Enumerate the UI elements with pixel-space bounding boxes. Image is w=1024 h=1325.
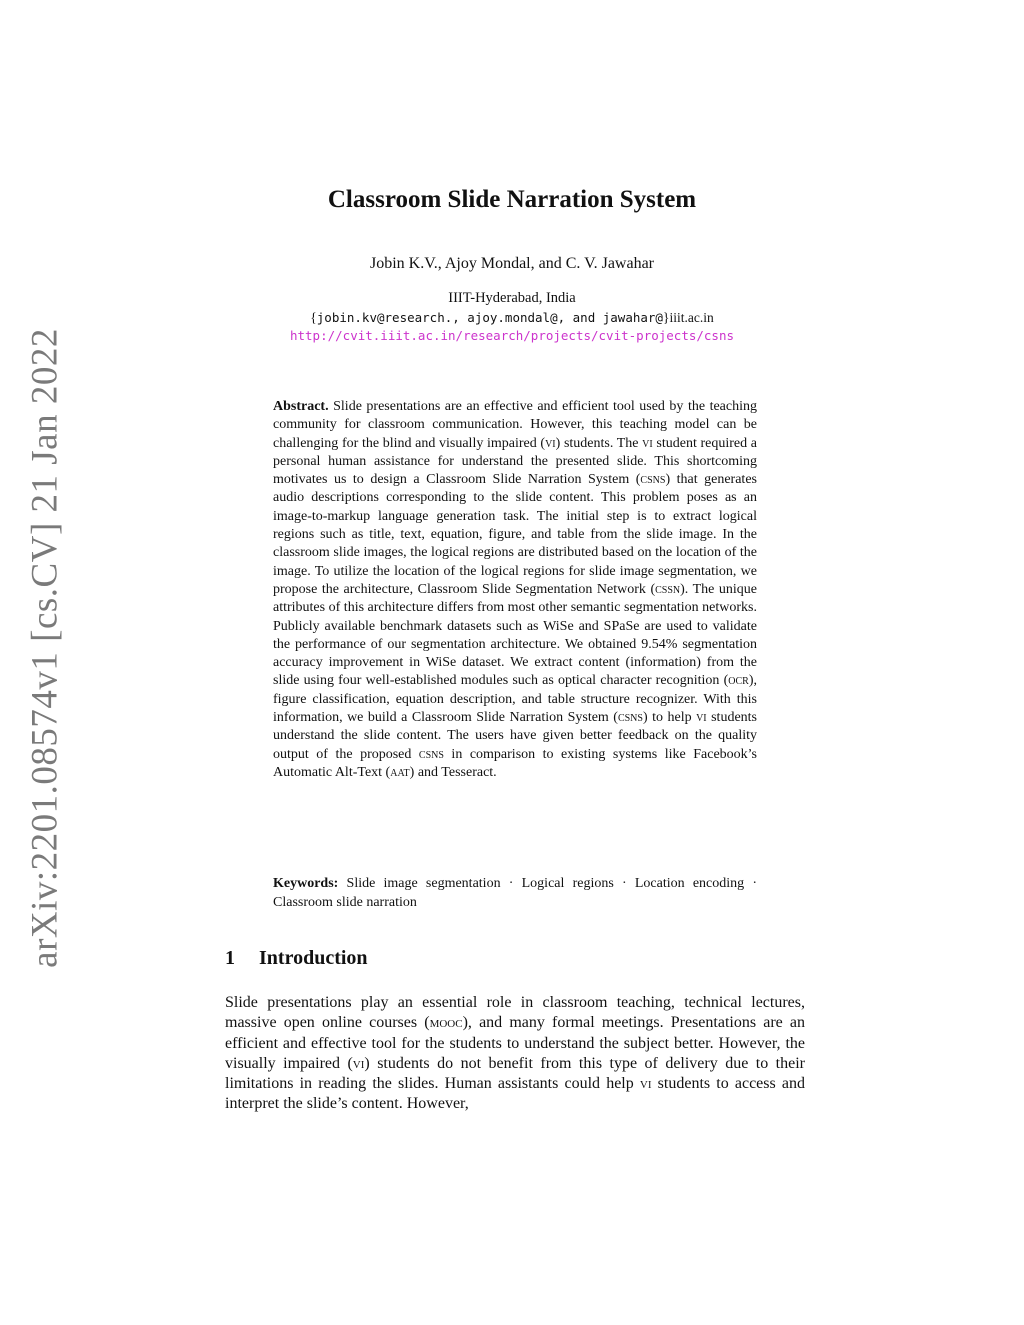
- acronym: vi: [352, 1054, 365, 1072]
- acronym: ocr: [728, 673, 749, 689]
- keywords-label: Keywords:: [273, 876, 339, 891]
- abstract: [273, 398, 757, 782]
- acronym: mooc: [429, 1014, 463, 1032]
- acronym: vi: [545, 435, 556, 451]
- section-heading-introduction: [225, 947, 368, 970]
- abstract-label: Abstract.: [273, 399, 329, 414]
- section-title: Introduction: [259, 947, 368, 969]
- author-emails: [0, 310, 1024, 326]
- introduction-paragraph: Slide presentations play an essential role in classroom teaching, technical lectures, massive open online courses (mooc), and many formal meetings. Presentations are an efficient and effective tool for the students to understand the subject better. However, the visually impaired (vi) students do not benefit from this type of delivery due to their limitations in reading the slides. Human assistants could help vi students to access and interpret the slide’s content. However,: [225, 994, 806, 1113]
- section-number: 1: [225, 947, 235, 969]
- email-brace-open: {: [310, 310, 317, 325]
- keywords-text: Slide image segmentation · Logical regions · Location encoding · Classroom slide narration: [273, 876, 758, 910]
- keywords: [273, 875, 757, 912]
- acronym: csns: [617, 710, 643, 726]
- acronym: vi: [639, 1075, 652, 1093]
- acronym: cssn: [655, 581, 681, 597]
- author-list: Jobin K.V., Ajoy Mondal, and C. V. Jawahar: [370, 255, 654, 272]
- abstract-text: Slide presentations are an effective and efficient tool used by the teaching community for classroom communication. However, this teaching model can be challenging for the blind and visually impaired (vi) students. The vi student required a personal human assistance for understand the presented slide. This shortcoming motivates us to design a Classroom Slide Narration System (csns) that generates audio descriptions corresponding to the slide content. This problem poses as an image-to-markup language generation task. The initial step is to extract logical regions such as title, text, equation, figure, and table from the slide image. In the classroom slide images, the logical regions are distributed based on the location of the image. To utilize the location of the logical regions for slide image segmentation, we propose the architecture, Classroom Slide Segmentation Network (cssn). The unique attributes of this architecture differs from most other semantic segmentation networks. Publicly available benchmark datasets such as WiSe and SPaSe are used to validate the performance of our segmentation architecture. We obtained 9.54% segmentation accuracy improvement in WiSe dataset. We extract content (information) from the slide using four well-established modules such as optical character recognition (ocr), figure classification, equation description, and table structure recognizer. With this information, we build a Classroom Slide Narration System (csns) to help vi students understand the slide content. The users have given better feedback on the quality output of the proposed csns in comparison to existing systems like Facebook’s Automatic Alt-Text (aat) and Tesseract.: [273, 399, 758, 780]
- acronym: vi: [642, 435, 653, 451]
- affiliation: IIIT-Hyderabad, India: [448, 290, 576, 306]
- acronym: vi: [696, 710, 707, 726]
- acronym: csns: [418, 746, 444, 762]
- acronym: csns: [640, 472, 666, 488]
- email-domain: iiit.ac.in: [669, 310, 714, 325]
- arxiv-id: arXiv:2201.08574v1 [cs.CV] 21 Jan 2022: [24, 328, 66, 968]
- email-brace-close: }: [662, 310, 670, 325]
- email-addresses: jobin.kv@research., ajoy.mondal@, and jawahar@: [316, 310, 663, 325]
- project-url-link[interactable]: http://cvit.iiit.ac.in/research/projects/cvit-projects/csns: [289, 328, 734, 343]
- acronym: aat: [390, 764, 410, 780]
- paper-title: Classroom Slide Narration System: [327, 186, 697, 213]
